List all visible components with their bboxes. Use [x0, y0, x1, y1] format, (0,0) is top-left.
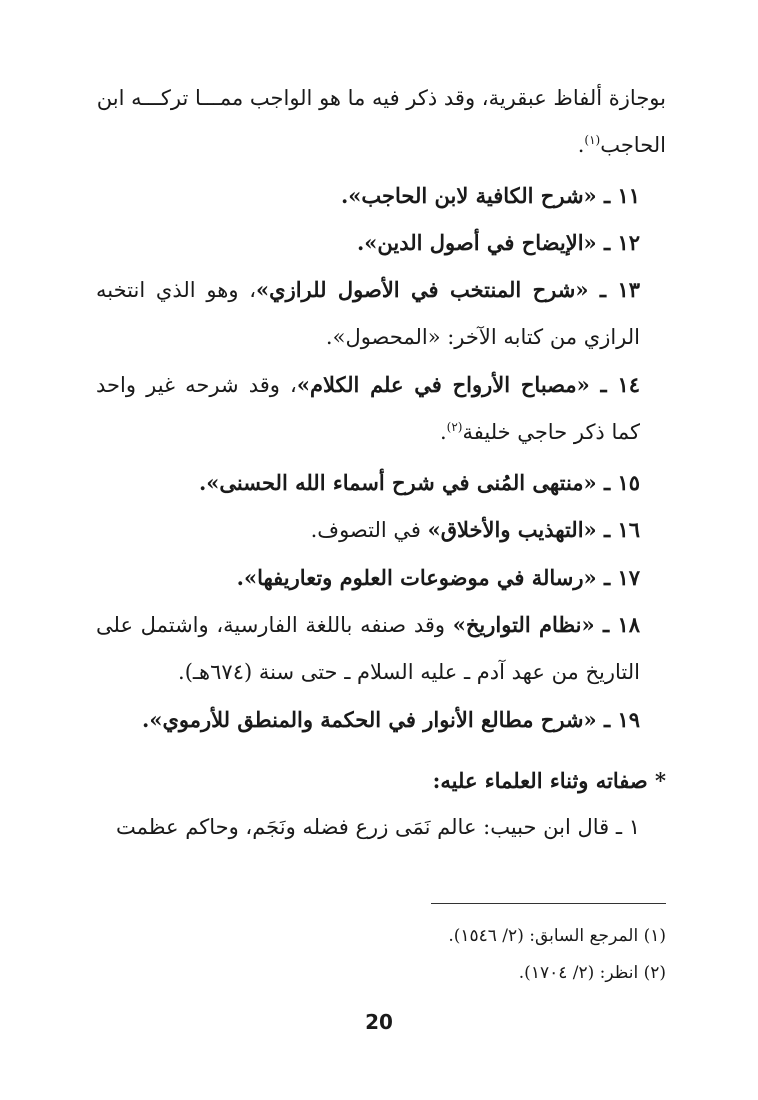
footnote-divider [431, 903, 666, 904]
list-item-15: ١٥ ـ «منتهى المُنى في شرح أسماء الله الحسنى». [198, 470, 640, 495]
list-item-18: ١٨ ـ «نظام التواريخ» وقد صنفه باللغة الفارسية، واشتمل على التاريخ من عهد آدم ـ عليه السلام ـ حتى سنة (٦٧٤هـ). [96, 612, 640, 684]
footnote-1: (١) المرجع السابق: (٢/ ١٥٤٦). [448, 926, 666, 946]
footnote-ref-2: (٢) [446, 420, 463, 434]
section-heading: * صفاته وثناء العلماء عليه: [432, 768, 666, 793]
footnotes [96, 918, 666, 992]
list-item-13: ١٣ ـ «شرح المنتخب في الأصول للرازي»، وهو الذي انتخبه الرازي من كتابه الآخر: «المحصول». [96, 277, 641, 349]
page-number: 20 [365, 1010, 393, 1034]
list-item-16: ١٦ ـ «التهذيب والأخلاق» في التصوف. [310, 517, 640, 542]
praise-item-1: ١ ـ قال ابن حبيب: عالم نَمَى زرع فضله ونَجَم، وحاكم عظمت [116, 815, 640, 839]
intro-paragraph [96, 75, 666, 172]
list-item-11: ١١ ـ «شرح الكافية لابن الحاجب». [340, 183, 640, 208]
intro-line: بوجازة ألفاظ عبقرية، وقد ذكر فيه ما هو الواجب ممـــا تركـــه ابن [96, 86, 666, 110]
main-text [96, 75, 666, 851]
list-item-12: ١٢ ـ «الإيضاح في أصول الدين». [356, 230, 640, 255]
footnote-2: (٢) انظر: (٢/ ١٧٠٤). [518, 963, 666, 983]
list-item-17: ١٧ ـ «رسالة في موضوعات العلوم وتعاريفها». [236, 565, 640, 590]
footnote-ref-1: (١) [584, 133, 601, 147]
intro-continuation: الحاجب$^{(١)}$. [577, 133, 666, 157]
list-item-19: ١٩ ـ «شرح مطالع الأنوار في الحكمة والمنطق للأرموي». [142, 707, 640, 732]
list-item-14: ١٤ ـ «مصباح الأرواح في علم الكلام»، وقد شرحه غير واحد كما ذكر حاجي خليفة$^{(٢)}$. [96, 372, 640, 444]
